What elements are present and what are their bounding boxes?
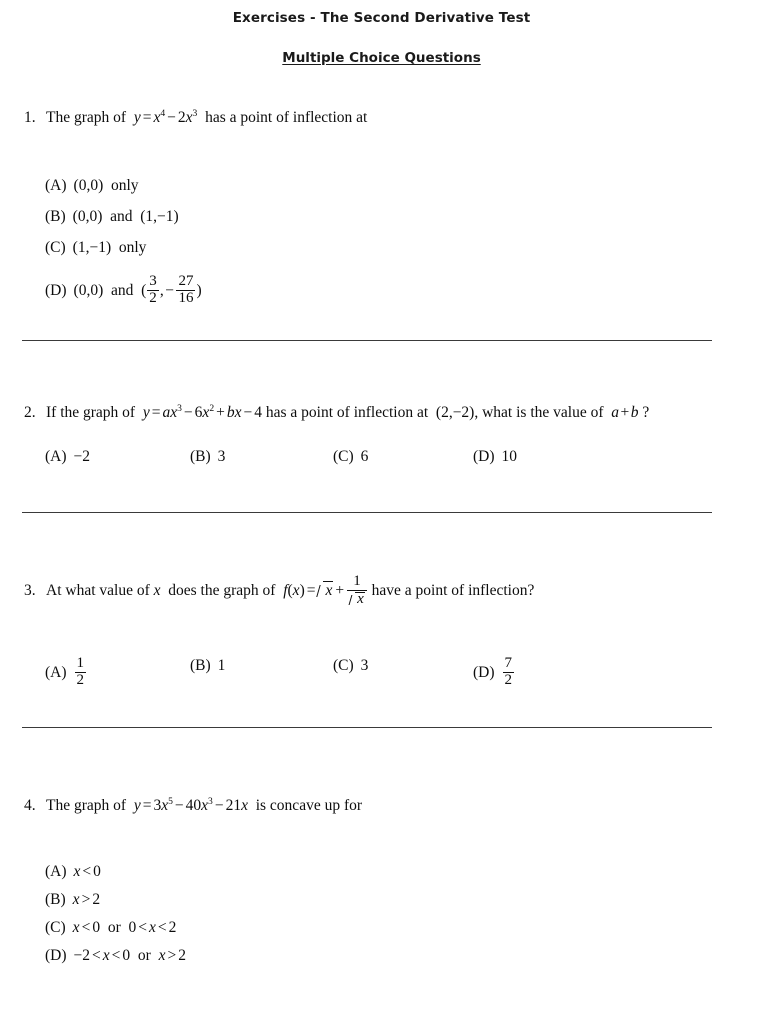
q1c-only: only (118, 239, 147, 257)
q1b-point1: (0,0) (72, 208, 103, 226)
choice-d-body: 10 (501, 448, 518, 466)
question-3-choices (0, 654, 763, 707)
question-4-stem (0, 796, 763, 815)
q1-minus: − (167, 109, 176, 126)
q1-text-b: has a point of inflection at (205, 109, 368, 126)
question-2 (0, 403, 763, 488)
q4-text-a: The graph of (46, 797, 127, 814)
q4a-zero: 0 (93, 863, 101, 881)
choice-c-body (73, 919, 177, 936)
question-3-choice-a[interactable] (45, 654, 87, 690)
q2-coef-a: a (162, 404, 171, 421)
page-subtitle (0, 50, 763, 66)
q2-text-b: has a point of inflection at (265, 404, 429, 421)
q3-func-f: f (283, 582, 288, 600)
question-2-choice-a[interactable] (45, 448, 90, 467)
q1-coef-2: 2 (177, 109, 186, 126)
q2-plus: + (216, 404, 225, 421)
question-3-stem-text (46, 573, 535, 608)
q3-plus: + (335, 582, 345, 600)
q4a-x: x (73, 863, 81, 881)
q3-frac-den (347, 591, 367, 608)
q4b-two: 2 (92, 891, 101, 909)
question-2-choices (0, 448, 763, 488)
choice-b-body (73, 891, 100, 908)
q2-plus-2: + (620, 404, 630, 421)
q1a-only: only (110, 177, 139, 195)
question-2-choice-b[interactable] (190, 448, 225, 467)
q4d-x2: x (158, 947, 166, 965)
q3a-frac (75, 656, 87, 689)
q4d-gt: > (167, 947, 177, 965)
question-3-number: 3. (24, 582, 36, 600)
question-1-stem-text (46, 109, 367, 126)
q3-sqrt2-radicand: x (357, 591, 364, 608)
question-2-number: 2. (24, 404, 36, 421)
divider-3 (22, 727, 712, 728)
question-1-choice-b[interactable] (45, 208, 179, 227)
q2-minus-1: − (183, 404, 193, 421)
q3-paren-close: ) (299, 582, 305, 600)
question-1-stem (0, 108, 763, 127)
q1d-frac1-den: 2 (149, 290, 157, 307)
question-4-choice-d[interactable] (45, 947, 186, 966)
q1d-paren-open: ( (141, 282, 147, 300)
q3-sqrt-1 (317, 580, 333, 600)
question-3-choice-d[interactable] (473, 654, 515, 690)
question-4-choice-b[interactable] (45, 891, 100, 910)
q3-sqrt-2 (349, 591, 365, 608)
q4-minus-1: − (174, 797, 184, 814)
q3-sqrt1-radicand: x (325, 582, 333, 600)
question-4-stem-text (46, 797, 362, 814)
q4b-gt: > (81, 891, 91, 909)
q2-var-b: b (630, 404, 639, 421)
q4d-lt2: < (111, 947, 121, 965)
question-1-number: 1. (24, 109, 36, 126)
choice-b-body: 3 (217, 448, 226, 466)
q4-var-x2: x (201, 797, 209, 814)
q4c-lt2: < (138, 919, 147, 937)
choice-label-b: (B) (45, 891, 66, 909)
q2-text-d: ? (642, 404, 650, 421)
q4c-or: or (107, 919, 121, 937)
q3-var-x: x (153, 582, 161, 600)
q4c-x1: x (72, 919, 80, 937)
question-3-stem (0, 575, 763, 609)
question-2-stem (0, 403, 763, 422)
q4c-zero2: 0 (128, 919, 137, 937)
q1-text-a: The graph of (46, 109, 127, 126)
q2-exp-2: 2 (209, 402, 215, 414)
q3-text-a: At what value of (46, 582, 150, 600)
q4b-x: x (72, 891, 80, 909)
choice-a-body (74, 177, 139, 194)
question-1-choice-d[interactable] (45, 275, 202, 308)
q2-const-4: 4 (254, 404, 262, 421)
q4-exp-5: 5 (168, 795, 173, 807)
q2-var-x3: x (234, 404, 242, 421)
divider-2 (22, 512, 712, 513)
choice-label-a: (A) (45, 863, 67, 881)
q2-text-c: , what is the value of (474, 404, 604, 421)
q1d-and: and (110, 282, 134, 300)
q3-frac (347, 574, 367, 608)
q4c-zero: 0 (92, 919, 101, 937)
page-title: Exercises - The Second Derivative Test (232, 10, 531, 26)
choice-label-c: (C) (333, 656, 354, 674)
q1d-point1: (0,0) (73, 282, 104, 300)
q3-eq: = (306, 582, 316, 600)
q1d-minus: − (165, 282, 174, 300)
choice-b-body: 1 (217, 656, 226, 674)
q1d-frac1-num: 3 (149, 273, 157, 290)
question-1-choice-c[interactable] (45, 239, 146, 258)
q3-func-arg: x (292, 582, 300, 600)
q2-var-x1: x (170, 404, 178, 421)
q4-coef-3: 3 (153, 797, 162, 814)
q1d-frac-1 (147, 274, 159, 307)
q3a-frac-num: 1 (76, 654, 85, 671)
q4-coef-21: 21 (225, 797, 242, 814)
q1-exp-4: 4 (160, 107, 166, 119)
question-4-choice-c[interactable] (45, 919, 176, 938)
q2-var-a: a (611, 404, 619, 421)
choice-c-body: 3 (360, 656, 369, 674)
q4-eq: = (142, 797, 152, 814)
q1-exp-3: 3 (192, 107, 198, 119)
q4c-x2: x (148, 919, 156, 937)
q4c-two: 2 (168, 919, 177, 937)
q1d-frac2-den: 16 (178, 290, 194, 307)
choice-label-b: (B) (190, 448, 211, 466)
q1-var-x2: x (185, 109, 193, 126)
q1-var-x1: x (153, 109, 161, 126)
choice-label-d: (D) (45, 947, 67, 965)
q4-var-y: y (133, 797, 141, 814)
choice-d-body (502, 654, 516, 688)
q4d-x1: x (102, 947, 110, 965)
question-2-stem-text (46, 404, 649, 421)
choice-d-body (73, 273, 202, 307)
q4d-or: or (137, 947, 151, 965)
q3d-frac-num: 7 (504, 654, 513, 671)
q1-var-y: y (133, 109, 141, 126)
q4d-two: 2 (178, 947, 186, 965)
choice-label-d: (D) (473, 448, 495, 466)
q4-exp-3: 3 (208, 795, 213, 807)
question-4-number: 4. (24, 797, 36, 814)
q2-var-x2: x (202, 404, 210, 421)
question-3-choice-c[interactable] (333, 657, 368, 676)
question-1-choices (0, 127, 763, 307)
question-4-choice-a[interactable] (45, 863, 101, 882)
q3-text-b: does the graph of (168, 582, 276, 600)
choice-label-a: (A) (45, 663, 67, 681)
q3-paren-open: ( (287, 582, 293, 600)
q1c-point: (1,−1) (72, 239, 112, 257)
choice-b-body (73, 208, 179, 225)
q1d-frac2-num: 27 (178, 273, 194, 290)
choice-label-b: (B) (45, 208, 66, 226)
choice-a-body (74, 654, 88, 688)
choice-label-c: (C) (45, 919, 66, 937)
question-3-choice-b[interactable] (190, 657, 225, 676)
q3-frac-num: 1 (347, 574, 367, 591)
q4a-lt: < (82, 863, 92, 881)
q4-var-x1: x (161, 797, 169, 814)
divider-1 (22, 340, 712, 341)
choice-label-b: (B) (190, 656, 211, 674)
choice-label-c: (C) (333, 448, 354, 466)
q3a-frac-den: 2 (76, 671, 85, 688)
q3-text-c: have a point of inflection? (371, 582, 535, 600)
q2-eq: = (151, 404, 161, 421)
q3d-frac (503, 656, 515, 689)
q2-var-y: y (142, 404, 150, 421)
q2-point: (2,−2) (435, 404, 475, 421)
q1d-paren-close: ) (196, 282, 202, 300)
q2-exp-3: 3 (177, 402, 182, 414)
q1d-comma: , (159, 282, 164, 300)
q2-minus-2: − (243, 404, 253, 421)
q1a-point: (0,0) (73, 177, 104, 195)
q4d-lt1: < (92, 947, 101, 965)
choice-label-a: (A) (45, 448, 67, 466)
q1-eq: = (142, 109, 152, 126)
question-2-choice-c[interactable] (333, 448, 368, 467)
choice-a-body: −2 (73, 448, 91, 466)
choice-label-d: (D) (473, 663, 495, 681)
question-2-choice-d[interactable] (473, 448, 517, 467)
question-1-choice-a[interactable] (45, 177, 139, 196)
question-1 (0, 107, 763, 307)
question-3 (0, 575, 763, 707)
q3d-frac-den: 2 (504, 671, 513, 688)
question-4-choices (0, 815, 763, 965)
q1b-and: and (110, 208, 133, 226)
q2-text-a: If the graph of (46, 404, 136, 421)
choice-c-body (73, 239, 147, 256)
choice-label-d: (D) (45, 282, 67, 300)
choice-label-a: (A) (45, 177, 67, 195)
question-4 (0, 795, 763, 965)
q4-coef-40: 40 (185, 797, 202, 814)
q2-coef-b: b (226, 404, 235, 421)
page-subtitle-text: Multiple Choice Questions (282, 50, 481, 66)
q1b-point2: (1,−1) (140, 208, 179, 226)
q4-text-b: is concave up for (255, 797, 363, 814)
q1d-frac-2 (176, 274, 195, 307)
choice-a-body (74, 863, 101, 880)
q4-minus-2: − (214, 797, 224, 814)
choice-c-body: 6 (360, 448, 369, 466)
q4c-lt1: < (81, 919, 91, 937)
q4d-zero: 0 (122, 947, 131, 965)
q2-coef-6: 6 (194, 404, 203, 421)
choice-label-c: (C) (45, 239, 66, 257)
q4-var-x3: x (241, 797, 248, 814)
q4c-lt3: < (157, 919, 167, 937)
choice-d-body (74, 947, 186, 964)
q4d-neg2: −2 (73, 947, 91, 965)
